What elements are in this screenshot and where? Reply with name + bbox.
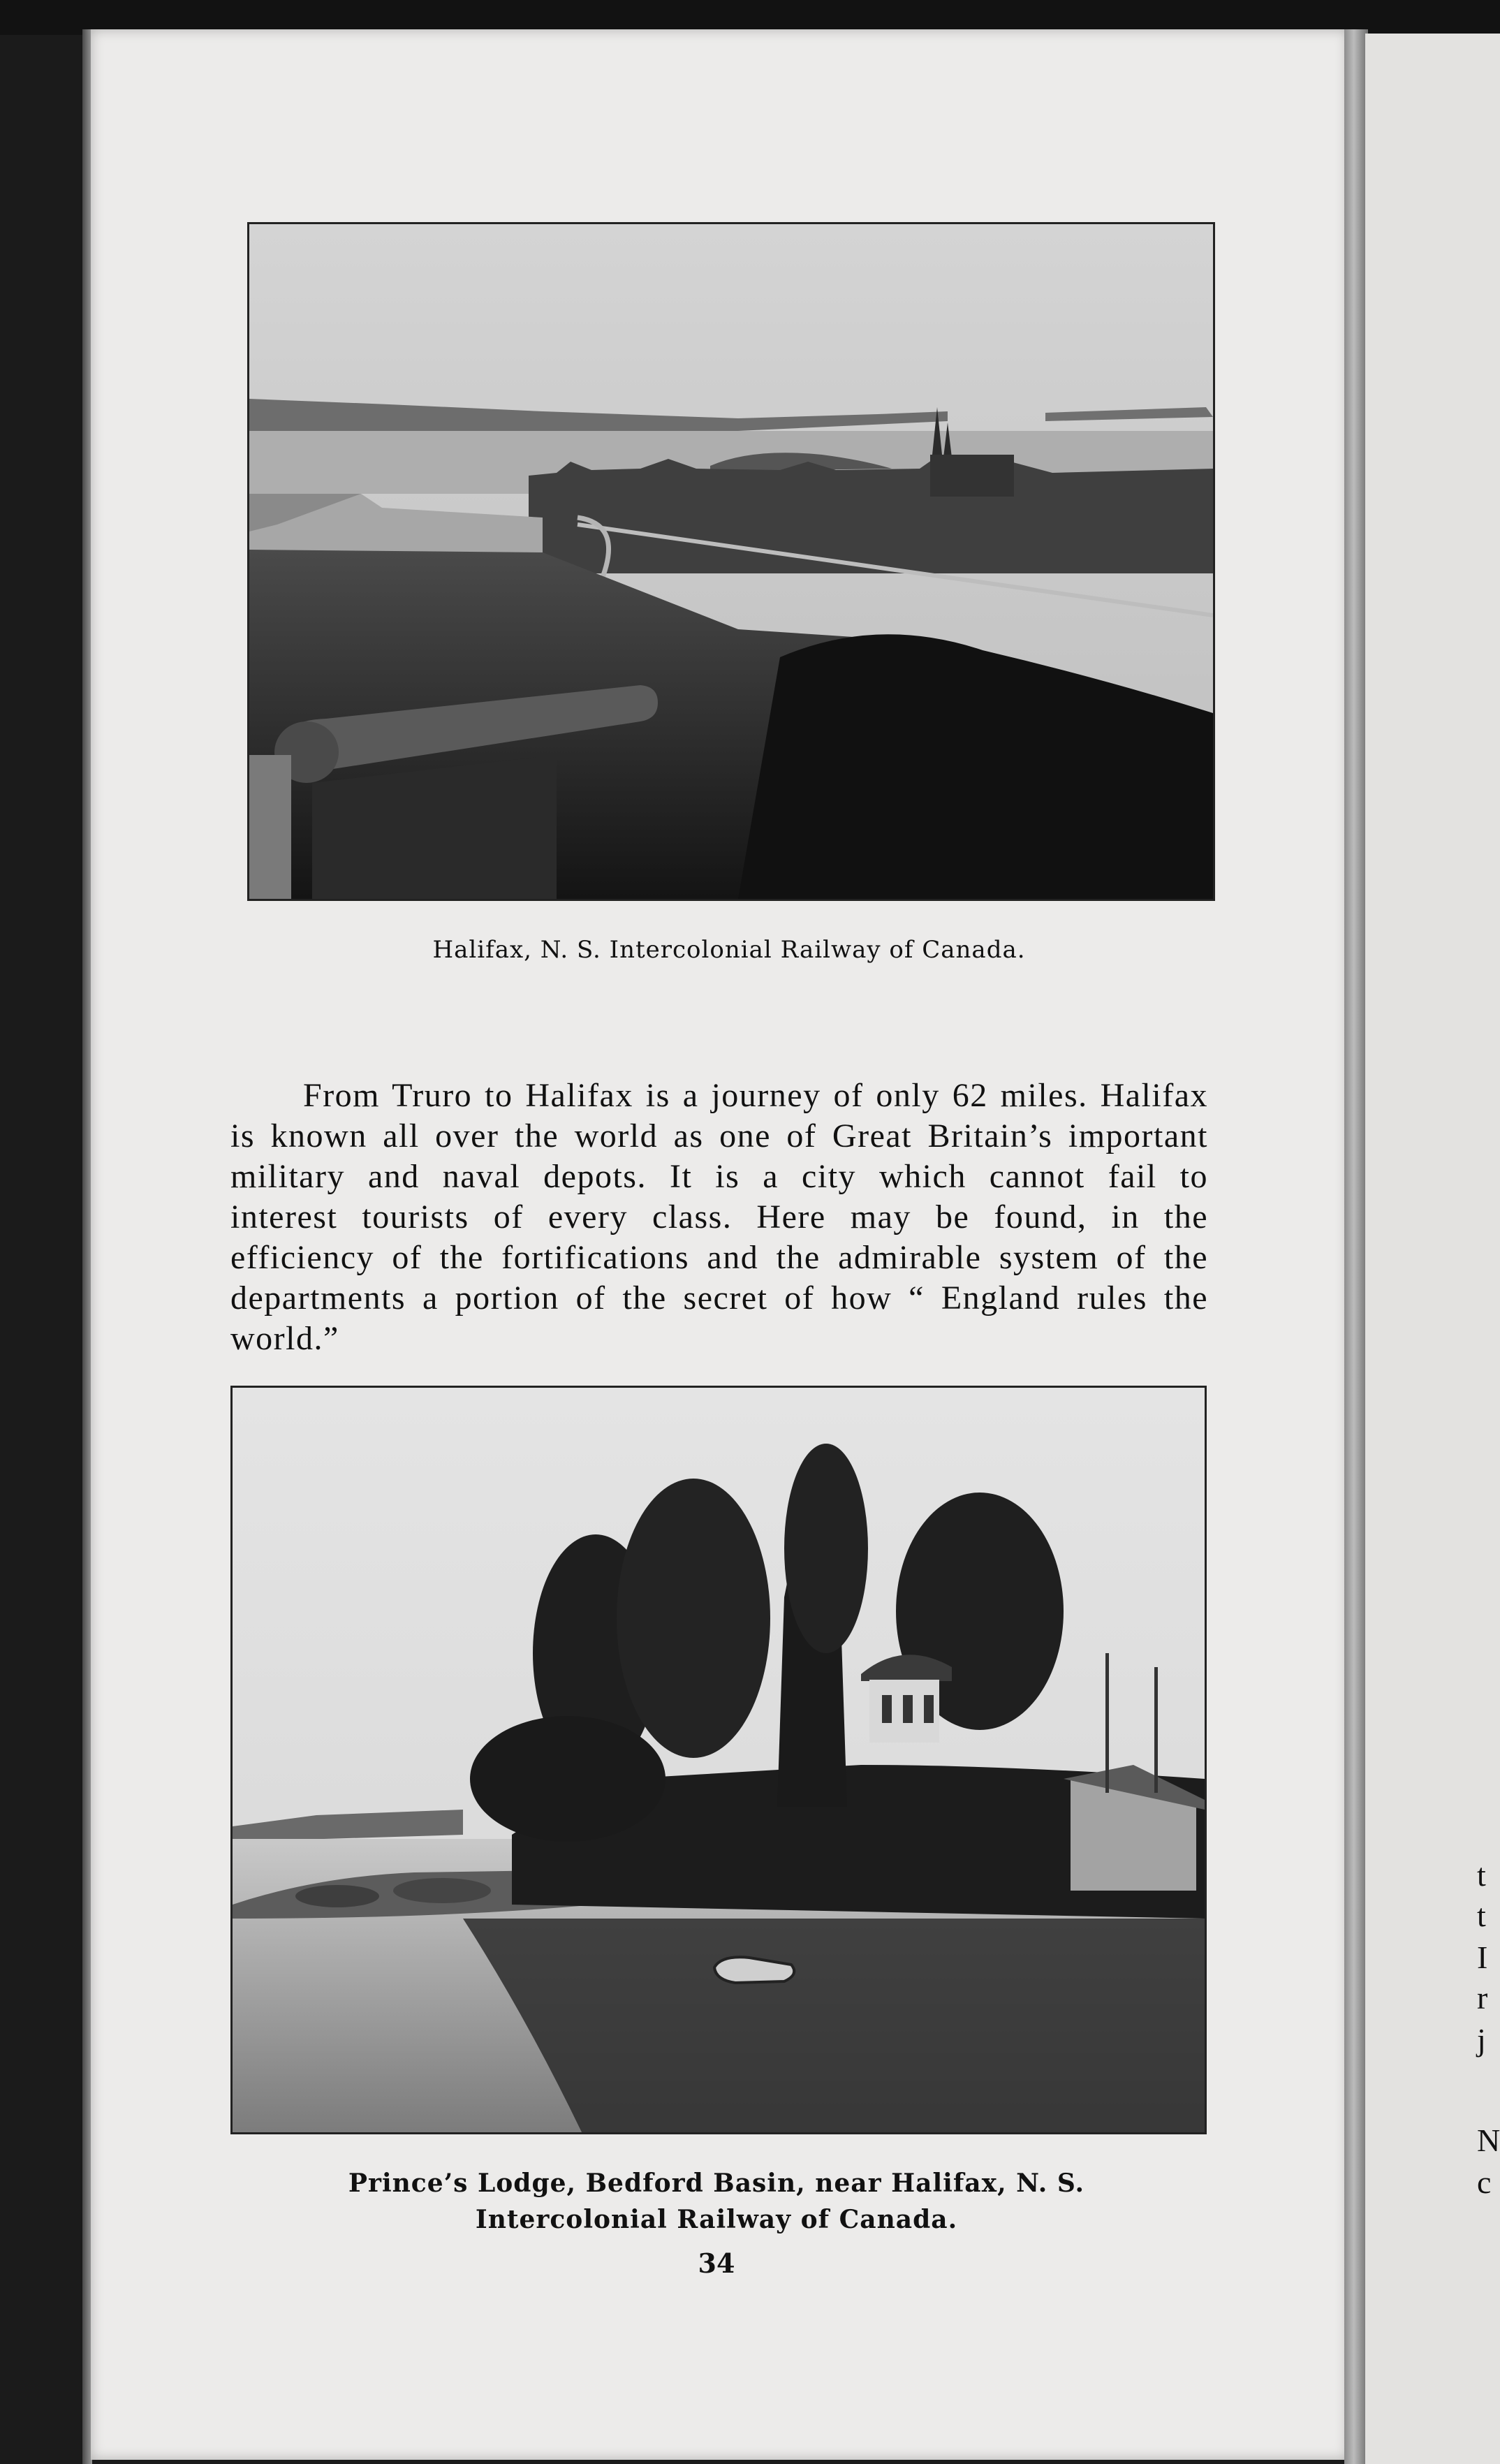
right-page-text-fragment: t bbox=[1477, 1857, 1486, 1893]
halifax-harbour-illustration bbox=[249, 224, 1213, 899]
photo-caption-bottom bbox=[230, 2165, 1203, 2238]
right-page-text-fragment: r bbox=[1477, 1980, 1488, 2016]
photo-caption-bottom-line2: Intercolonial Railway of Canada. bbox=[475, 2205, 958, 2234]
right-page-text-fragment: I bbox=[1477, 1939, 1488, 1975]
photo-caption-top: Halifax, N. S. Intercolonial Railway of Canada. bbox=[432, 936, 1026, 964]
photo-halifax-harbour bbox=[247, 222, 1215, 901]
right-page-text-fragment: N bbox=[1477, 2122, 1500, 2158]
page-number: 34 bbox=[698, 2247, 735, 2279]
body-paragraph: From Truro to Halifax is a journey of only 62 miles. Halifax is known all over the world as one of Great Britain’s important military and naval depots. It is a city which cannot fail to interest tourists of every class. Here may be found, in the efficiency of the fortifications and the admirable system of the departments a portion of the secret of how “ England rules the world.” bbox=[230, 1077, 1208, 1357]
right-page-text-fragment: j bbox=[1477, 2022, 1486, 2058]
book-page-right bbox=[1365, 34, 1500, 2464]
right-page-text-fragment: c bbox=[1477, 2164, 1492, 2200]
princes-lodge-illustration bbox=[233, 1388, 1205, 2132]
photo-caption-bottom-line1: Prince’s Lodge, Bedford Basin, near Halifax, N. S. bbox=[348, 2169, 1085, 2198]
right-page-text-fragment: t bbox=[1477, 1898, 1486, 1933]
book-gutter bbox=[1344, 29, 1368, 2464]
photo-princes-lodge bbox=[230, 1386, 1207, 2134]
